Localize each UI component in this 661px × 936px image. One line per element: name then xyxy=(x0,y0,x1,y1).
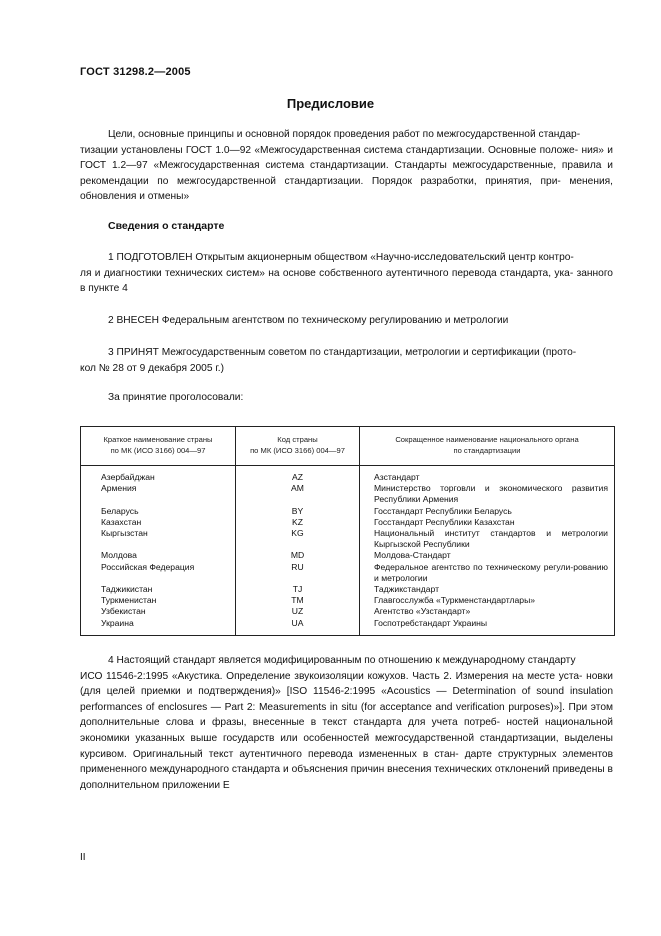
country-cell: Таджикистан xyxy=(81,584,236,595)
paragraph-line: менения, обновления и отмены» xyxy=(80,175,613,203)
agency-cell: Федеральное агентство по техническому регули-рованию и метрологии xyxy=(360,562,615,584)
header-line: Краткое наименование страны xyxy=(103,435,213,444)
item-4-paragraph xyxy=(80,653,613,793)
code-cell: TM xyxy=(236,595,360,606)
agency-cell: Госпотребстандарт Украины xyxy=(360,618,615,636)
agency-cell: Министерство торговли и экономического развития Республики Армения xyxy=(360,483,615,505)
table-row xyxy=(81,483,615,505)
agency-cell: Госстандарт Республики Беларусь xyxy=(360,506,615,517)
code-cell: KZ xyxy=(236,517,360,528)
paragraph-line: 4 Настоящий стандарт является модифицированным по отношению к международному стандарту xyxy=(108,655,576,666)
table-row xyxy=(81,550,615,561)
code-cell: KG xyxy=(236,528,360,550)
paragraph-line: insulation performances of enclosures — Part 2: Measurements in situ (for acceptance and verification xyxy=(80,686,613,713)
table-row xyxy=(81,618,615,636)
column-header-code xyxy=(236,427,360,466)
agency-cell: Агентство «Узстандарт» xyxy=(360,606,615,617)
paragraph-line: кол № 28 от 9 декабря 2005 г.) xyxy=(80,362,225,374)
column-header-country xyxy=(81,427,236,466)
country-cell: Украина xyxy=(81,618,236,636)
info-heading: Сведения о стандарте xyxy=(108,220,225,232)
paragraph-line: ИСО 11546-2:1995 «Акустика. Определение звукоизоляции кожухов. Часть 2. Измерения на месте уста- xyxy=(80,670,583,682)
item-3-paragraph xyxy=(80,345,613,376)
voting-countries-table xyxy=(80,426,615,636)
paragraph-line: стандартизации, выделены курсивом. Оригинальный текст аутентичного перевода измененных в стан- xyxy=(80,732,613,760)
paragraph-line: 2 ВНЕСЕН Федеральным агентством по техническому регулированию и метрологии xyxy=(108,315,509,326)
paragraph-line: занного в пункте 4 xyxy=(80,267,613,295)
paragraph-line: Цели, основные принципы и основной порядок проведения работ по межгосударственной стандар- xyxy=(108,129,581,140)
agency-cell: Госстандарт Республики Казахстан xyxy=(360,517,615,528)
code-cell: UZ xyxy=(236,606,360,617)
country-cell: Беларусь xyxy=(81,506,236,517)
paragraph-line: 1 ПОДГОТОВЛЕН Открытым акционерным обществом «Научно-исследовательский центр контро- xyxy=(108,252,574,263)
paragraph-line: дарте структурных элементов примененного международного стандарта и объяснения причин внесения xyxy=(80,748,613,776)
table-header-row xyxy=(81,427,615,466)
preface-title: Предисловие xyxy=(286,96,375,111)
column-header-agency xyxy=(360,427,615,466)
paragraph-line: тизации установлены ГОСТ 1.0—92 «Межгосударственная система стандартизации. Основные положе- xyxy=(80,144,579,156)
table-row xyxy=(81,466,615,484)
code-cell: AM xyxy=(236,483,360,505)
header-line: Сокращенное наименование национального органа xyxy=(395,435,579,444)
code-cell: AZ xyxy=(236,466,360,484)
country-cell: Российская Федерация xyxy=(81,562,236,584)
table-row xyxy=(81,528,615,550)
country-cell: Молдова xyxy=(81,550,236,561)
table-row xyxy=(81,584,615,595)
header-line: по МК (ИСО 3166) 004—97 xyxy=(250,446,345,455)
country-cell: Кыргызстан xyxy=(81,528,236,550)
paragraph-line: технических отклонений приведены в дополнительном приложении Е xyxy=(80,764,613,791)
country-cell: Казахстан xyxy=(81,517,236,528)
vote-label: За принятие проголосовали: xyxy=(108,392,244,403)
country-cell: Туркменистан xyxy=(81,595,236,606)
code-cell: BY xyxy=(236,506,360,517)
country-cell: Азербайджан xyxy=(81,466,236,484)
code-cell: MD xyxy=(236,550,360,561)
code-cell: UA xyxy=(236,618,360,636)
country-cell: Армения xyxy=(81,483,236,505)
paragraph-line: новки (для целей приемки и подтверждения)» [ISO 11546-2:1995 «Acoustics — Determination of sound xyxy=(80,670,613,698)
agency-cell: Азстандарт xyxy=(360,466,615,484)
header-line: по МК (ИСО 3166) 004—97 xyxy=(110,446,206,455)
page-number: II xyxy=(80,852,86,863)
country-cell: Узбекистан xyxy=(81,606,236,617)
table-row xyxy=(81,606,615,617)
item-2-paragraph xyxy=(80,313,613,329)
agency-cell: Молдова-Стандарт xyxy=(360,550,615,561)
paragraph-line: purposes)»]. При этом дополнительные слова и фразы, внесенные в текст стандарта для учета потреб- xyxy=(80,701,613,729)
header-line: по стандартизации xyxy=(453,446,521,455)
paragraph-line: ностей национальной экономики указанных выше государств или особенностей межгосударственной xyxy=(80,717,613,744)
intro-paragraph xyxy=(80,127,613,205)
paragraph-line: ния» и ГОСТ 1.2—97 «Межгосударственная система стандартизации. Стандарты межгосударственные, xyxy=(80,144,613,172)
table-row xyxy=(81,595,615,606)
agency-cell: Главгосслужба «Туркменстандартлары» xyxy=(360,595,615,606)
table-row xyxy=(81,562,615,584)
paragraph-line: ля и диагностики технических систем» на основе собственного аутентичного перевода стандарта, ука- xyxy=(80,267,574,279)
document-code: ГОСТ 31298.2—2005 xyxy=(80,66,191,78)
item-1-paragraph xyxy=(80,250,613,297)
paragraph-line: правила и рекомендации по межгосударственной стандартизации. Порядок разработки, принятия, при- xyxy=(80,160,613,187)
table-row xyxy=(81,506,615,517)
paragraph-line: 3 ПРИНЯТ Межгосударственным советом по стандартизации, метрологии и сертификации (прото- xyxy=(108,347,577,358)
header-line: Код страны xyxy=(277,435,318,444)
code-cell: RU xyxy=(236,562,360,584)
agency-cell: Таджикстандарт xyxy=(360,584,615,595)
table-row xyxy=(81,517,615,528)
agency-cell: Национальный институт стандартов и метрологии Кыргызской Республики xyxy=(360,528,615,550)
code-cell: TJ xyxy=(236,584,360,595)
